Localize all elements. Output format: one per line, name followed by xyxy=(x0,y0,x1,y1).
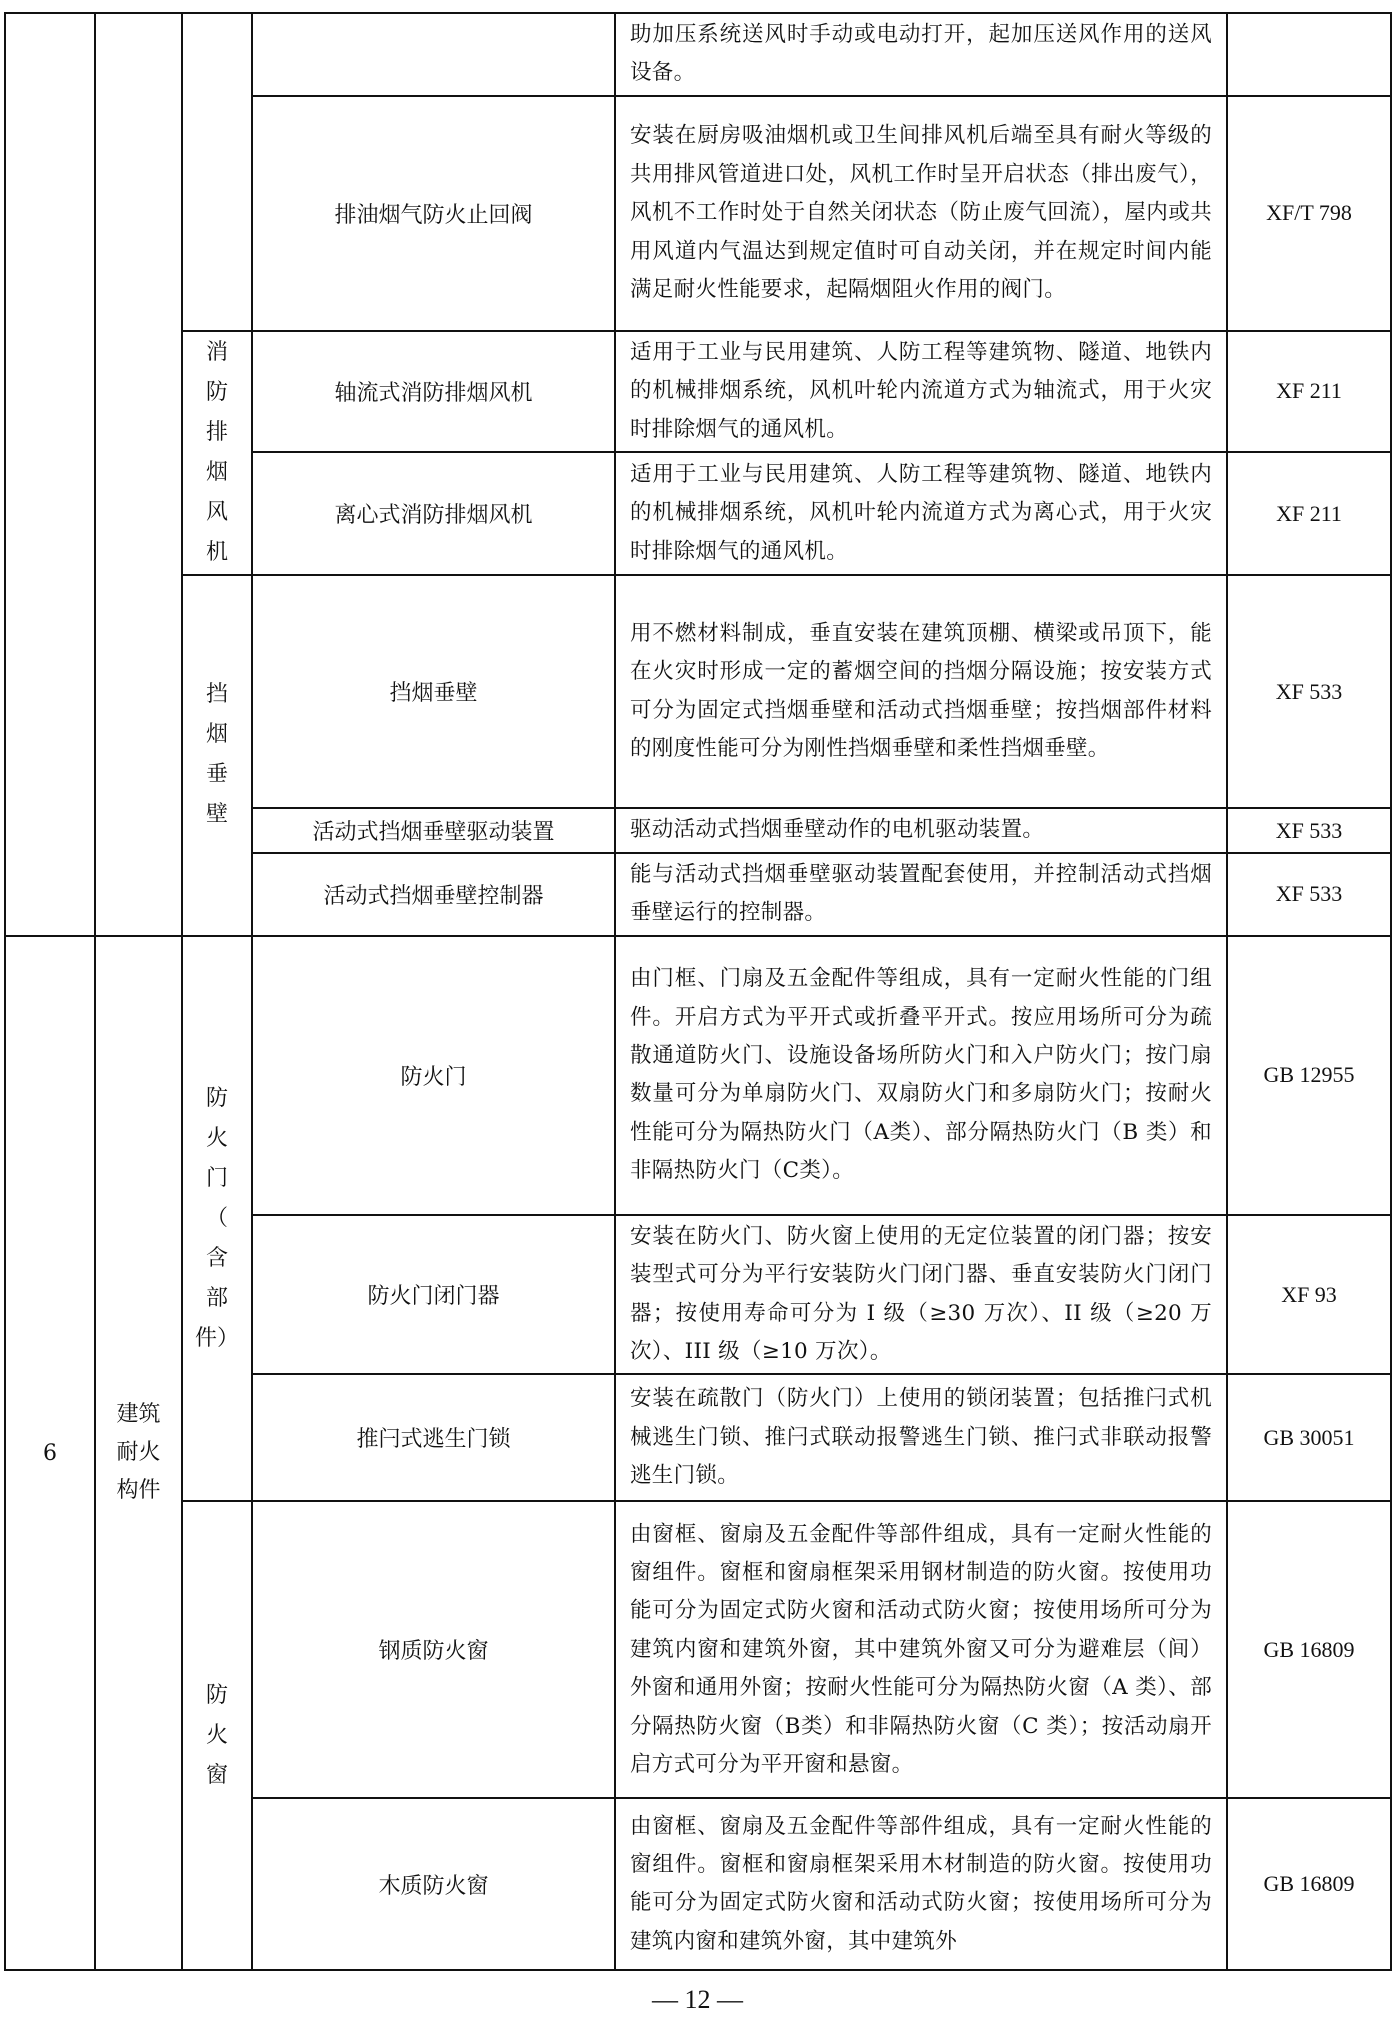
standard-code: XF 533 xyxy=(1227,808,1391,853)
vertical-char: 火 xyxy=(205,1125,228,1151)
vertical-char: 火 xyxy=(205,1722,228,1748)
vertical-char: 风 xyxy=(205,499,228,525)
table-row xyxy=(5,1501,1391,1798)
table-row xyxy=(5,575,1391,808)
product-name: 活动式挡烟垂壁控制器 xyxy=(252,853,615,936)
standard-code: XF 93 xyxy=(1227,1215,1391,1375)
product-description: 由窗框、窗扇及五金配件等部件组成，具有一定耐火性能的窗组件。窗框和窗扇框架采用钢材制造的防火窗。按使用功能可分为固定式防火窗和活动式防火窗；按使用场所可分为建筑内窗和建筑外窗，其中建筑外窗又可分为避难层（间）外窗和通用外窗；按耐火性能可分为隔热防火窗（A 类）、部分隔热防火窗（B类）和非隔热防火窗（C 类）；按活动扇开启方式可分为平开窗和悬窗。 xyxy=(615,1501,1227,1798)
vertical-char: 含 xyxy=(205,1245,228,1271)
section-number: 6 xyxy=(5,936,95,1971)
vertical-char: 部 xyxy=(205,1285,228,1311)
vertical-char: 壁 xyxy=(205,802,228,828)
product-name: 木质防火窗 xyxy=(252,1798,615,1970)
subcategory-cell xyxy=(182,13,252,331)
product-name: 离心式消防排烟风机 xyxy=(252,452,615,575)
standard-code xyxy=(1227,13,1391,96)
category-text: 耐火 xyxy=(116,1440,161,1466)
product-standard-table xyxy=(4,12,1392,1971)
product-description: 适用于工业与民用建筑、人防工程等建筑物、隧道、地铁内的机械排烟系统，风机叶轮内流道方式为轴流式，用于火灾时排除烟气的通风机。 xyxy=(615,331,1227,452)
subcategory-fire-door xyxy=(182,936,252,1502)
product-description: 驱动活动式挡烟垂壁动作的电机驱动装置。 xyxy=(615,808,1227,853)
vertical-char: 挡 xyxy=(205,682,228,708)
standard-code: XF 533 xyxy=(1227,853,1391,936)
product-description: 由门框、门扇及五金配件等组成，具有一定耐火性能的门组件。开启方式为平开式或折叠平开式。按应用场所可分为疏散通道防火门、设施设备场所防火门和入户防火门；按门扇数量可分为单扇防火门、双扇防火门和多扇防火门；按耐火性能可分为隔热防火门（A类）、部分隔热防火门（B 类）和非隔热防火门（C类）。 xyxy=(615,936,1227,1215)
product-description: 助加压系统送风时手动或电动打开，起加压送风作用的送风设备。 xyxy=(615,13,1227,96)
table-row xyxy=(5,331,1391,452)
category-text: 建筑 xyxy=(116,1402,161,1428)
vertical-char: 防 xyxy=(205,1085,228,1111)
standard-code: XF/T 798 xyxy=(1227,96,1391,331)
vertical-char: 防 xyxy=(205,379,228,405)
product-description: 用不燃材料制成，垂直安装在建筑顶棚、横梁或吊顶下，能在火灾时形成一定的蓄烟空间的挡烟分隔设施；按安装方式可分为固定式挡烟垂壁和活动式挡烟垂壁；按挡烟部件材料的刚度性能可分为刚性挡烟垂壁和柔性挡烟垂壁。 xyxy=(615,575,1227,808)
vertical-char: 防 xyxy=(205,1682,228,1708)
product-name: 防火门闭门器 xyxy=(252,1215,615,1375)
vertical-char: 件） xyxy=(194,1325,239,1351)
vertical-char: 机 xyxy=(205,539,228,565)
product-name xyxy=(252,13,615,96)
standard-code: XF 211 xyxy=(1227,452,1391,575)
vertical-char: 窗 xyxy=(205,1762,228,1788)
product-name: 挡烟垂壁 xyxy=(252,575,615,808)
subcategory-fire-window xyxy=(182,1501,252,1970)
product-description: 能与活动式挡烟垂壁驱动装置配套使用，并控制活动式挡烟垂壁运行的控制器。 xyxy=(615,853,1227,936)
vertical-char: 排 xyxy=(205,419,228,445)
product-description: 适用于工业与民用建筑、人防工程等建筑物、隧道、地铁内的机械排烟系统，风机叶轮内流道方式为离心式，用于火灾时排除烟气的通风机。 xyxy=(615,452,1227,575)
standard-code: GB 16809 xyxy=(1227,1501,1391,1798)
product-description: 安装在厨房吸油烟机或卫生间排风机后端至具有耐火等级的共用排风管道进口处，风机工作时呈开启状态（排出废气），风机不工作时处于自然关闭状态（防止废气回流），屋内或共用风道内气温达到规定值时可自动关闭，并在规定时间内能满足耐火性能要求，起隔烟阻火作用的阀门。 xyxy=(615,96,1227,331)
section-number-cell xyxy=(5,13,95,936)
category-text: 构件 xyxy=(116,1478,161,1504)
standard-code: GB 16809 xyxy=(1227,1798,1391,1970)
vertical-char: 垂 xyxy=(205,762,228,788)
standard-code: GB 12955 xyxy=(1227,936,1391,1215)
product-name: 推闩式逃生门锁 xyxy=(252,1374,615,1501)
subcategory-smoke-exhaust-fan xyxy=(182,331,252,575)
product-name: 排油烟气防火止回阀 xyxy=(252,96,615,331)
subcategory-smoke-curtain xyxy=(182,575,252,936)
product-name: 活动式挡烟垂壁驱动装置 xyxy=(252,808,615,853)
page-number: — 12 — xyxy=(652,1985,743,2014)
table-row xyxy=(5,936,1391,1215)
vertical-char: 门 xyxy=(205,1165,228,1191)
standard-code: XF 211 xyxy=(1227,331,1391,452)
product-name: 轴流式消防排烟风机 xyxy=(252,331,615,452)
table-row xyxy=(5,13,1391,96)
vertical-char: （ xyxy=(205,1205,228,1231)
vertical-char: 烟 xyxy=(205,722,228,748)
product-description: 由窗框、窗扇及五金配件等部件组成，具有一定耐火性能的窗组件。窗框和窗扇框架采用木材制造的防火窗。按使用功能可分为固定式防火窗和活动式防火窗；按使用场所可分为建筑内窗和建筑外窗，其中建筑外 xyxy=(615,1798,1227,1970)
product-name: 钢质防火窗 xyxy=(252,1501,615,1798)
vertical-char: 消 xyxy=(205,339,228,365)
category-building-fire-resistant-components xyxy=(95,936,182,1971)
category-cell xyxy=(95,13,182,936)
standard-code: GB 30051 xyxy=(1227,1374,1391,1501)
product-description: 安装在防火门、防火窗上使用的无定位装置的闭门器；按安装型式可分为平行安装防火门闭门器、垂直安装防火门闭门器；按使用寿命可分为 I 级（≥30 万次）、II 级（≥20 万次）、III 级（≥10 万次）。 xyxy=(615,1215,1227,1375)
product-description: 安装在疏散门（防火门）上使用的锁闭装置；包括推闩式机械逃生门锁、推闩式联动报警逃生门锁、推闩式非联动报警逃生门锁。 xyxy=(615,1374,1227,1501)
product-name: 防火门 xyxy=(252,936,615,1215)
standard-code: XF 533 xyxy=(1227,575,1391,808)
vertical-char: 烟 xyxy=(205,459,228,485)
